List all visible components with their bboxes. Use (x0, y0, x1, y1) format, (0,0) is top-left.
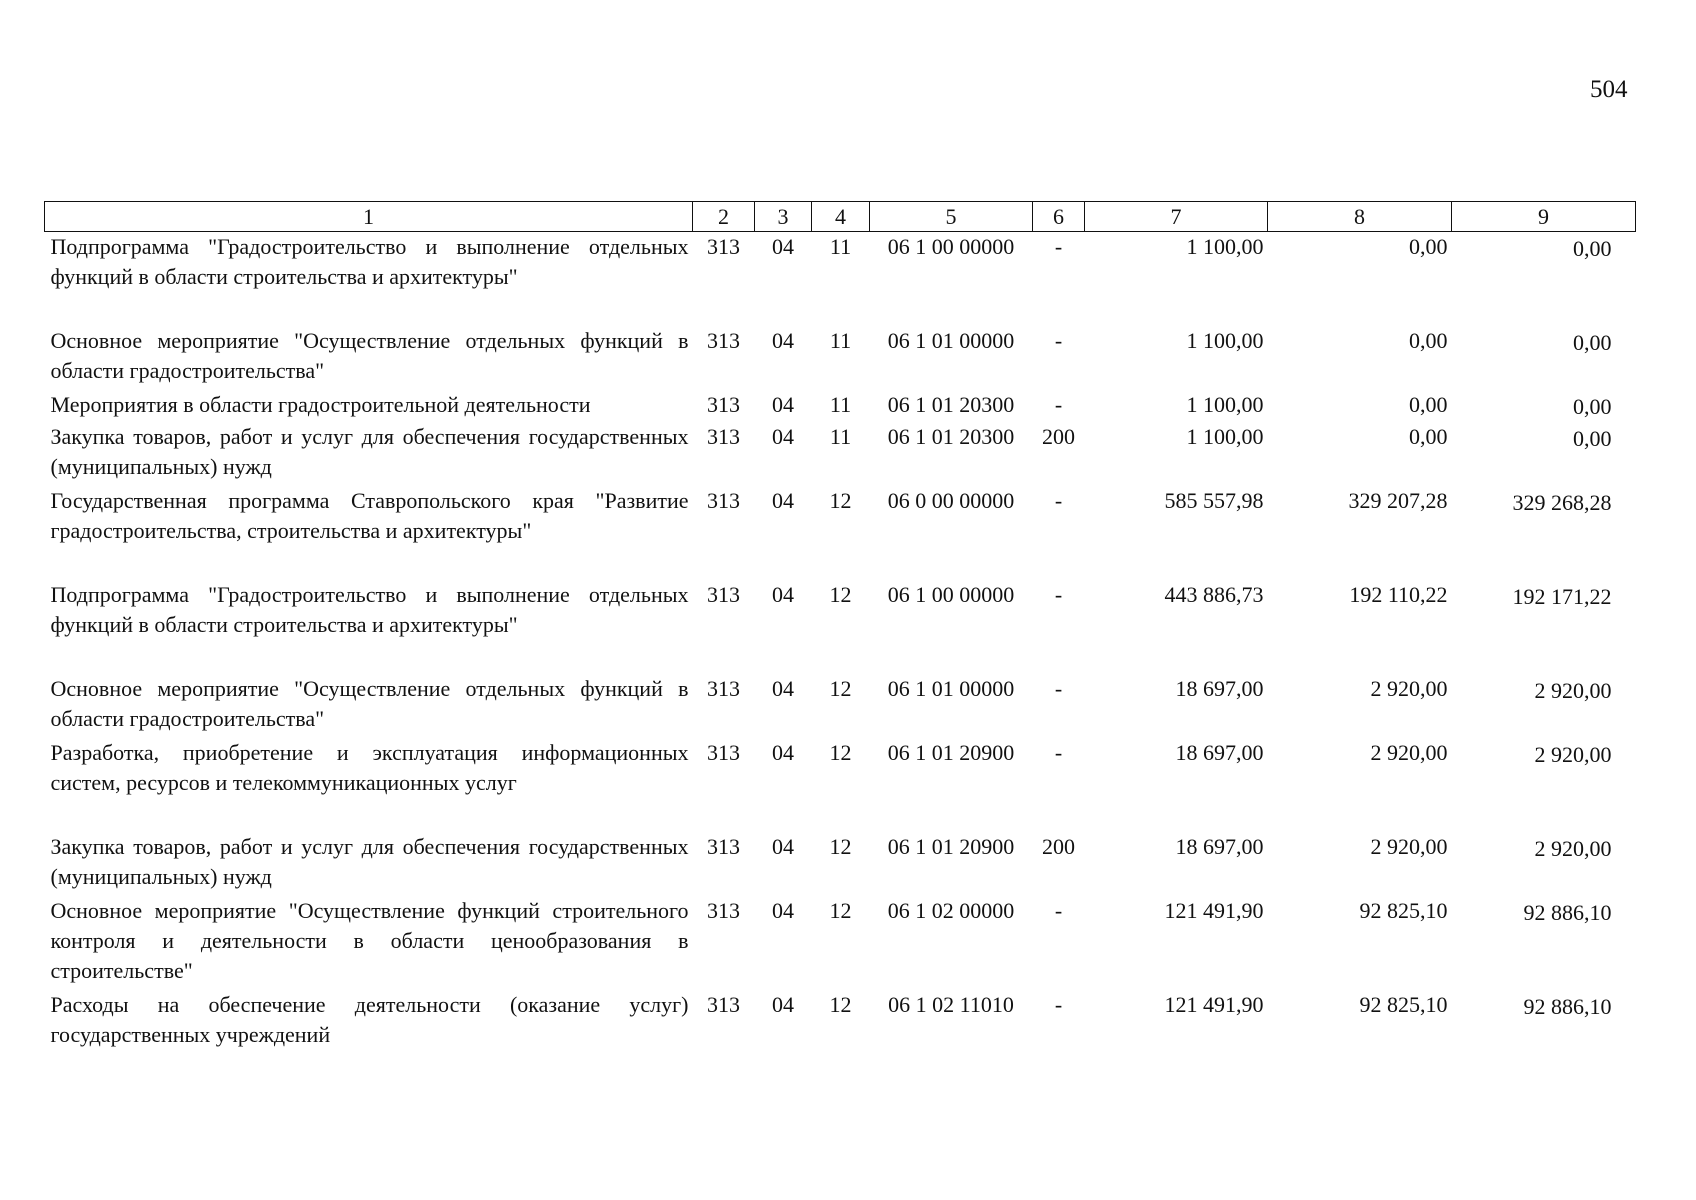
page-number: 504 (1590, 76, 1628, 103)
cell-amount-7: 585 557,98 (1164, 488, 1264, 513)
cell-amount-8: 2 920,00 (1370, 740, 1448, 765)
cell-amount-7: 18 697,00 (1175, 740, 1264, 765)
cell-amount-7: 1 100,00 (1186, 392, 1264, 417)
cell-code-6: - (1054, 676, 1063, 701)
cell-amount-8: 0,00 (1409, 424, 1448, 449)
cell-code-4: 12 (829, 676, 852, 701)
cell-amount-8: 92 825,10 (1359, 898, 1448, 923)
cell-code-6: - (1054, 898, 1063, 923)
cell-amount-8: 329 207,28 (1348, 488, 1448, 513)
row-name: Подпрограмма "Градостроительство и выполнение отдельных функций в области строительства и архитектуры" (50, 234, 689, 289)
cell-amount-8: 2 920,00 (1370, 676, 1448, 701)
cell-amount-9: 0,00 (1573, 426, 1612, 451)
cell-amount-8: 0,00 (1409, 234, 1448, 259)
row-name: Подпрограмма "Градостроительство и выполнение отдельных функций в области строительства и архитектуры" (50, 582, 689, 637)
cell-amount-7: 1 100,00 (1186, 424, 1264, 449)
cell-code-4: 11 (829, 392, 852, 417)
cell-code-2: 313 (707, 898, 740, 923)
cell-amount-9: 0,00 (1573, 236, 1612, 261)
row-name: Государственная программа Ставропольского края "Развитие градостроительства, строительства и архитектуры" (50, 488, 689, 543)
cell-amount-8: 2 920,00 (1370, 834, 1448, 859)
cell-code-5: 06 1 02 00000 (887, 898, 1015, 923)
budget-table (44, 201, 1636, 1054)
cell-code-3: 04 (772, 834, 794, 859)
cell-code-2: 313 (707, 328, 740, 353)
table-row (45, 232, 1636, 327)
cell-code-2: 313 (707, 582, 740, 607)
row-name: Основное мероприятие "Осуществление отдельных функций в области градостроительства" (50, 676, 689, 731)
table-header-row (45, 202, 1636, 232)
table-row (45, 832, 1636, 896)
cell-amount-7: 121 491,90 (1164, 992, 1264, 1017)
cell-code-5: 06 0 00 00000 (887, 488, 1015, 513)
cell-code-5: 06 1 00 00000 (887, 234, 1015, 259)
cell-code-2: 313 (707, 992, 740, 1017)
cell-code-3: 04 (772, 328, 794, 353)
column-header: 4 (812, 202, 870, 232)
cell-code-6: - (1054, 582, 1063, 607)
cell-amount-9: 92 886,10 (1523, 900, 1612, 925)
cell-code-4: 12 (829, 488, 852, 513)
cell-code-6: - (1054, 328, 1063, 353)
cell-code-4: 12 (829, 898, 852, 923)
cell-amount-9: 0,00 (1573, 394, 1612, 419)
cell-amount-8: 192 110,22 (1349, 582, 1448, 607)
cell-code-5: 06 1 00 00000 (887, 582, 1015, 607)
cell-code-5: 06 1 01 00000 (887, 676, 1015, 701)
table-row (45, 990, 1636, 1054)
cell-amount-7: 18 697,00 (1175, 834, 1264, 859)
cell-amount-9: 0,00 (1573, 330, 1612, 355)
cell-amount-8: 0,00 (1409, 392, 1448, 417)
cell-code-6: 200 (1042, 424, 1075, 449)
cell-code-5: 06 1 01 00000 (887, 328, 1015, 353)
cell-amount-8: 92 825,10 (1359, 992, 1448, 1017)
column-header: 1 (45, 202, 693, 232)
cell-code-2: 313 (707, 234, 740, 259)
cell-code-6: - (1054, 488, 1063, 513)
cell-amount-7: 1 100,00 (1186, 328, 1264, 353)
cell-code-3: 04 (772, 488, 794, 513)
cell-code-4: 12 (829, 834, 852, 859)
table-row (45, 326, 1636, 390)
cell-code-3: 04 (772, 898, 794, 923)
cell-code-5: 06 1 01 20300 (887, 392, 1015, 417)
cell-amount-9: 192 171,22 (1512, 584, 1612, 609)
row-name: Основное мероприятие "Осуществление функций строительного контроля и деятельности в области ценообразования в строительстве" (50, 898, 689, 983)
cell-code-6: - (1054, 992, 1063, 1017)
cell-code-4: 12 (829, 582, 852, 607)
cell-amount-9: 2 920,00 (1534, 678, 1612, 703)
cell-code-3: 04 (772, 234, 794, 259)
column-header: 6 (1033, 202, 1085, 232)
row-name: Разработка, приобретение и эксплуатация информационных систем, ресурсов и телекоммуникационных услуг (50, 740, 689, 795)
cell-code-3: 04 (772, 992, 794, 1017)
column-header: 2 (693, 202, 755, 232)
row-name: Мероприятия в области градостроительной деятельности (50, 392, 591, 417)
table-row (45, 896, 1636, 990)
table-row (45, 422, 1636, 486)
cell-code-5: 06 1 01 20300 (887, 424, 1015, 449)
cell-amount-7: 18 697,00 (1175, 676, 1264, 701)
cell-code-3: 04 (772, 740, 794, 765)
column-header: 9 (1452, 202, 1636, 232)
cell-amount-7: 121 491,90 (1164, 898, 1264, 923)
cell-code-3: 04 (772, 424, 794, 449)
cell-code-3: 04 (772, 582, 794, 607)
table-row (45, 390, 1636, 422)
row-name: Закупка товаров, работ и услуг для обеспечения государственных (муниципальных) нужд (50, 424, 689, 479)
column-header: 5 (870, 202, 1033, 232)
cell-amount-9: 2 920,00 (1534, 836, 1612, 861)
cell-code-4: 12 (829, 740, 852, 765)
cell-code-2: 313 (707, 392, 740, 417)
cell-code-6: - (1054, 234, 1063, 259)
cell-code-4: 11 (829, 234, 852, 259)
row-name: Основное мероприятие "Осуществление отдельных функций в области градостроительства" (50, 328, 689, 383)
cell-code-5: 06 1 01 20900 (887, 740, 1015, 765)
cell-code-5: 06 1 01 20900 (887, 834, 1015, 859)
table-row (45, 580, 1636, 674)
table-row (45, 486, 1636, 580)
cell-code-2: 313 (707, 424, 740, 449)
cell-code-6: - (1054, 740, 1063, 765)
cell-code-6: - (1054, 392, 1063, 417)
table-row (45, 674, 1636, 738)
cell-code-4: 12 (829, 992, 852, 1017)
cell-code-2: 313 (707, 834, 740, 859)
cell-amount-7: 443 886,73 (1164, 582, 1264, 607)
cell-code-6: 200 (1042, 834, 1075, 859)
column-header: 7 (1085, 202, 1268, 232)
cell-code-2: 313 (707, 676, 740, 701)
row-name: Расходы на обеспечение деятельности (оказание услуг) государственных учреждений (50, 992, 689, 1047)
table-row (45, 738, 1636, 832)
row-name: Закупка товаров, работ и услуг для обеспечения государственных (муниципальных) нужд (50, 834, 689, 889)
cell-code-5: 06 1 02 11010 (888, 992, 1014, 1017)
cell-amount-9: 329 268,28 (1512, 490, 1612, 515)
cell-amount-9: 2 920,00 (1534, 742, 1612, 767)
cell-code-2: 313 (707, 488, 740, 513)
cell-code-3: 04 (772, 676, 794, 701)
cell-amount-8: 0,00 (1409, 328, 1448, 353)
cell-code-4: 11 (829, 424, 852, 449)
column-header: 8 (1268, 202, 1452, 232)
column-header: 3 (755, 202, 812, 232)
cell-code-2: 313 (707, 740, 740, 765)
cell-amount-7: 1 100,00 (1186, 234, 1264, 259)
cell-amount-9: 92 886,10 (1523, 994, 1612, 1019)
cell-code-4: 11 (829, 328, 852, 353)
cell-code-3: 04 (772, 392, 794, 417)
